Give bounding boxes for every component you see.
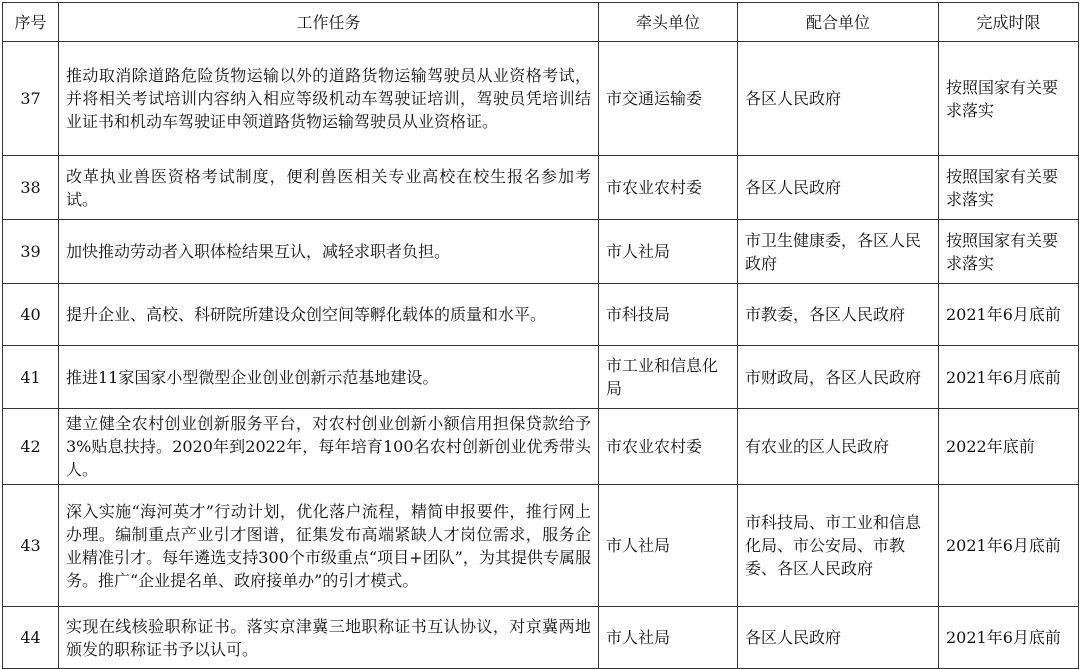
row-no: 38	[3, 156, 59, 220]
row-deadline: 按照国家有关要求落实	[939, 220, 1079, 284]
row-coop: 各区人民政府	[738, 607, 939, 669]
row-no: 43	[3, 485, 59, 607]
header-deadline: 完成时限	[939, 3, 1079, 42]
table-row	[3, 346, 1079, 409]
row-lead: 市交通运输委	[599, 42, 738, 156]
row-lead: 市科技局	[599, 284, 738, 346]
row-deadline: 2021年6月底前	[939, 284, 1079, 346]
row-lead: 市农业农村委	[599, 156, 738, 220]
row-no: 42	[3, 409, 59, 485]
row-task: 推进11家国家小型微型企业创业创新示范基地建设。	[59, 346, 599, 409]
row-deadline: 2022年底前	[939, 409, 1079, 485]
row-coop: 市财政局，各区人民政府	[738, 346, 939, 409]
row-no: 37	[3, 42, 59, 156]
table-row	[3, 409, 1079, 485]
table-row	[3, 284, 1079, 346]
header-row	[3, 3, 1079, 42]
row-lead: 市工业和信息化局	[599, 346, 738, 409]
row-task: 建立健全农村创业创新服务平台，对农村创业创新小额信用担保贷款给予3%贴息扶持。2020年到2022年，每年培育100名农村创新创业优秀带头人。	[59, 409, 599, 485]
header-lead: 牵头单位	[599, 3, 738, 42]
row-task: 加快推动劳动者入职体检结果互认，减轻求职者负担。	[59, 220, 599, 284]
table-row	[3, 485, 1079, 607]
row-coop: 市卫生健康委，各区人民政府	[738, 220, 939, 284]
header-coop: 配合单位	[738, 3, 939, 42]
row-no: 44	[3, 607, 59, 669]
row-task: 提升企业、高校、科研院所建设众创空间等孵化载体的质量和水平。	[59, 284, 599, 346]
row-coop: 市科技局、市工业和信息化局、市公安局、市教委、各区人民政府	[738, 485, 939, 607]
row-task: 推动取消除道路危险货物运输以外的道路货物运输驾驶员从业资格考试，并将相关考试培训内容纳入相应等级机动车驾驶证培训，驾驶员凭培训结业证书和机动车驾驶证申领道路货物运输驾驶员从业资格证。	[59, 42, 599, 156]
row-lead: 市人社局	[599, 607, 738, 669]
table-row	[3, 42, 1079, 156]
task-table	[2, 2, 1079, 669]
row-deadline: 按照国家有关要求落实	[939, 42, 1079, 156]
row-task: 改革执业兽医资格考试制度，便利兽医相关专业高校在校生报名参加考试。	[59, 156, 599, 220]
row-lead: 市人社局	[599, 485, 738, 607]
row-task: 实现在线核验职称证书。落实京津冀三地职称证书互认协议，对京冀两地颁发的职称证书予以认可。	[59, 607, 599, 669]
row-coop: 各区人民政府	[738, 42, 939, 156]
table-row	[3, 607, 1079, 669]
row-no: 40	[3, 284, 59, 346]
row-deadline: 2021年6月底前	[939, 346, 1079, 409]
row-no: 39	[3, 220, 59, 284]
row-lead: 市农业农村委	[599, 409, 738, 485]
row-task: 深入实施“海河英才”行动计划，优化落户流程，精简申报要件，推行网上办理。编制重点产业引才图谱，征集发布高端紧缺人才岗位需求，服务企业精准引才。每年遴选支持300个市级重点“项目+团队”，为其提供专属服务。推广“企业提名单、政府接单办”的引才模式。	[59, 485, 599, 607]
header-no: 序号	[3, 3, 59, 42]
row-deadline: 2021年6月底前	[939, 607, 1079, 669]
table-row	[3, 220, 1079, 284]
row-coop: 各区人民政府	[738, 156, 939, 220]
row-no: 41	[3, 346, 59, 409]
row-deadline: 2021年6月底前	[939, 485, 1079, 607]
row-lead: 市人社局	[599, 220, 738, 284]
header-task: 工作任务	[59, 3, 599, 42]
table-row	[3, 156, 1079, 220]
row-deadline: 按照国家有关要求落实	[939, 156, 1079, 220]
row-coop: 有农业的区人民政府	[738, 409, 939, 485]
row-coop: 市教委，各区人民政府	[738, 284, 939, 346]
